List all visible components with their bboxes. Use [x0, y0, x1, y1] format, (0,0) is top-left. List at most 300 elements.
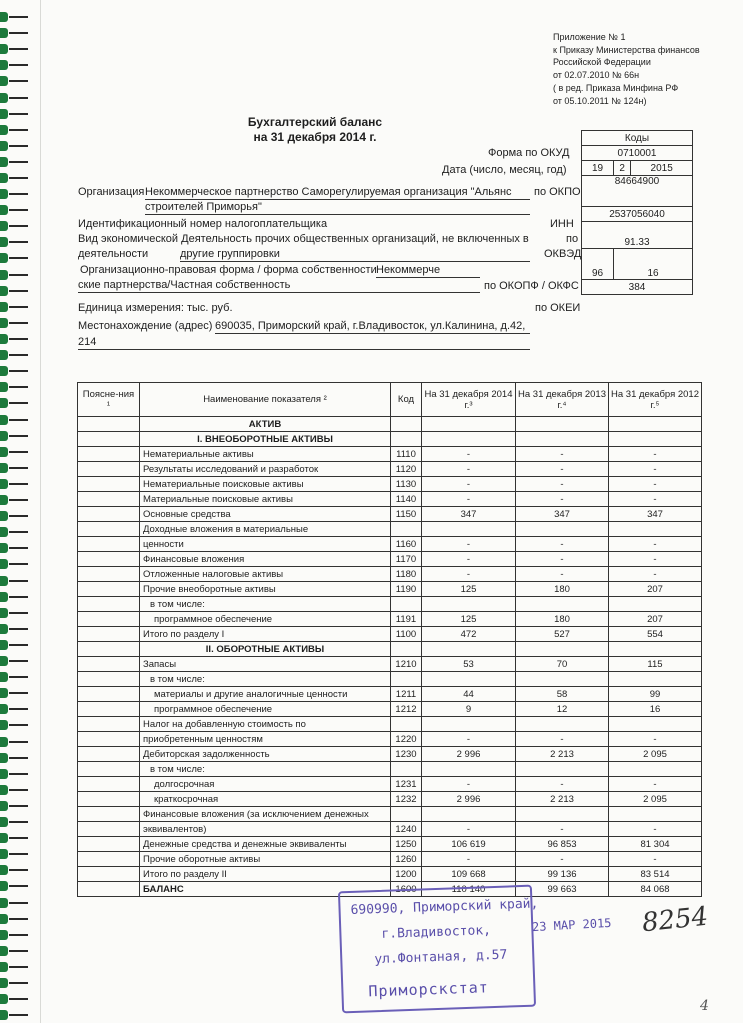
codes-header: Коды: [582, 131, 693, 146]
binding-ring: [0, 302, 28, 312]
address-line-2: 214: [78, 336, 530, 350]
value-2012: -: [609, 852, 702, 867]
codes-table: [581, 130, 693, 295]
okud-code: 0710001: [582, 146, 693, 161]
table-row: [78, 717, 702, 732]
indicator-name: Отложенные налоговые активы: [140, 567, 391, 582]
indicator-name: Итого по разделу II: [140, 867, 391, 882]
row-code: [391, 432, 422, 447]
value-2013: -: [516, 777, 609, 792]
note-cell: [78, 762, 140, 777]
row-code: 1120: [391, 462, 422, 477]
value-2014: -: [422, 822, 516, 837]
value-2012: 2 095: [609, 747, 702, 762]
binding-ring: [0, 946, 28, 956]
indicator-name: приобретенным ценностям: [140, 732, 391, 747]
binding-ring: [0, 415, 28, 425]
binding-ring: [0, 511, 28, 521]
binding-ring: [0, 173, 28, 183]
value-2013: -: [516, 552, 609, 567]
row-code: 1100: [391, 627, 422, 642]
form-okud-label: Форма по ОКУД: [488, 147, 570, 159]
value-2014: 347: [422, 507, 516, 522]
note-cell: [78, 672, 140, 687]
note-cell: [78, 522, 140, 537]
value-2013: -: [516, 462, 609, 477]
binding-ring: [0, 157, 28, 167]
value-2013: [516, 717, 609, 732]
table-row: [78, 687, 702, 702]
binding-ring: [0, 543, 28, 553]
note-cell: [78, 747, 140, 762]
binding-ring: [0, 962, 28, 972]
indicator-name: материалы и другие аналогичные ценности: [140, 687, 391, 702]
appendix-line-4: от 02.07.2010 № 66н: [553, 70, 640, 80]
note-cell: [78, 582, 140, 597]
value-2013: [516, 807, 609, 822]
binding-ring: [0, 656, 28, 666]
value-2014: [422, 597, 516, 612]
indicator-name: Итого по разделу I: [140, 627, 391, 642]
row-code: [391, 762, 422, 777]
header-code: Код: [391, 383, 422, 417]
table-row: [78, 522, 702, 537]
binding-ring: [0, 270, 28, 280]
value-2014: 2 996: [422, 747, 516, 762]
table-row: [78, 837, 702, 852]
document-title: Бухгалтерский баланс: [247, 115, 383, 129]
legal-form-label: Организационно-правовая форма / форма собственности: [80, 264, 377, 276]
row-code: 1220: [391, 732, 422, 747]
row-code: 1150: [391, 507, 422, 522]
note-cell: [78, 837, 140, 852]
binding-ring: [0, 221, 28, 231]
table-row: [78, 477, 702, 492]
header-2012: На 31 декабря 2012 г.⁵: [609, 383, 702, 417]
binding-ring: [0, 849, 28, 859]
note-cell: [78, 687, 140, 702]
value-2012: 207: [609, 582, 702, 597]
value-2013: 180: [516, 612, 609, 627]
indicator-name: АКТИВ: [140, 417, 391, 432]
table-row: [78, 537, 702, 552]
indicator-name: Финансовые вложения (за исключением денежных: [140, 807, 391, 822]
indicator-name: Основные средства: [140, 507, 391, 522]
value-2014: 110 140: [422, 882, 516, 897]
note-cell: [78, 807, 140, 822]
okved-code: 91.33: [582, 222, 693, 249]
value-2014: -: [422, 537, 516, 552]
value-2012: [609, 717, 702, 732]
value-2014: [422, 807, 516, 822]
binding-ring: [0, 366, 28, 376]
value-2012: -: [609, 567, 702, 582]
table-row: [78, 462, 702, 477]
table-row: [78, 552, 702, 567]
header-note: Поясне-ния ¹: [78, 383, 140, 417]
value-2012: 83 514: [609, 867, 702, 882]
binding-ring: [0, 60, 28, 70]
value-2014: [422, 672, 516, 687]
stamp-line-2: г.Владивосток,: [381, 923, 492, 942]
value-2014: -: [422, 462, 516, 477]
value-2012: -: [609, 477, 702, 492]
indicator-name: Прочие оборотные активы: [140, 852, 391, 867]
row-code: 1211: [391, 687, 422, 702]
row-code: 1130: [391, 477, 422, 492]
stamp-line-3: ул.Фонтаная, д.57: [374, 947, 508, 968]
value-2014: 44: [422, 687, 516, 702]
activity-line-1: Вид экономической Деятельность прочих общественных организаций, не включенных в: [78, 233, 529, 245]
value-2012: 554: [609, 627, 702, 642]
binding-ring: [0, 189, 28, 199]
binding-ring: [0, 865, 28, 875]
row-code: 1260: [391, 852, 422, 867]
binding-ring: [0, 237, 28, 247]
value-2012: [609, 417, 702, 432]
row-code: 1230: [391, 747, 422, 762]
indicator-name: эквивалентов): [140, 822, 391, 837]
value-2012: [609, 432, 702, 447]
value-2012: -: [609, 822, 702, 837]
org-name-line-2: строителей Приморья": [145, 201, 530, 215]
note-cell: [78, 867, 140, 882]
value-2013: 2 213: [516, 747, 609, 762]
note-cell: [78, 657, 140, 672]
value-2012: [609, 807, 702, 822]
value-2013: [516, 672, 609, 687]
table-row: [78, 597, 702, 612]
row-code: 1160: [391, 537, 422, 552]
org-label: Организация: [78, 186, 145, 198]
value-2012: [609, 597, 702, 612]
binding-ring: [0, 382, 28, 392]
binding-ring: [0, 109, 28, 119]
binding-ring: [0, 141, 28, 151]
value-2014: 2 996: [422, 792, 516, 807]
row-code: [391, 522, 422, 537]
binding-ring: [0, 431, 28, 441]
binding-ring: [0, 608, 28, 618]
binding-ring: [0, 125, 28, 135]
binding-ring: [0, 559, 28, 569]
value-2013: 99 663: [516, 882, 609, 897]
row-code: 1240: [391, 822, 422, 837]
value-2012: 16: [609, 702, 702, 717]
value-2012: 207: [609, 612, 702, 627]
indicator-name: Финансовые вложения: [140, 552, 391, 567]
activity-po-label: по: [566, 233, 579, 245]
value-2014: [422, 642, 516, 657]
value-2012: 84 068: [609, 882, 702, 897]
date-label: Дата (число, месяц, год): [442, 164, 567, 176]
value-2013: [516, 642, 609, 657]
header-2013: На 31 декабря 2013 г.⁴: [516, 383, 609, 417]
value-2013: -: [516, 852, 609, 867]
value-2014: 109 668: [422, 867, 516, 882]
binding-ring: [0, 253, 28, 263]
table-row: [78, 702, 702, 717]
okopf-code: 96: [582, 249, 614, 280]
row-code: [391, 417, 422, 432]
binding-ring: [0, 817, 28, 827]
indicator-name: Денежные средства и денежные эквиваленты: [140, 837, 391, 852]
indicator-name: II. ОБОРОТНЫЕ АКТИВЫ: [140, 642, 391, 657]
binding-ring: [0, 1010, 28, 1020]
balance-table: [77, 382, 702, 897]
table-row: [78, 582, 702, 597]
indicator-name: Налог на добавленную стоимость по: [140, 717, 391, 732]
legal-form-value-1: Некоммерче: [376, 264, 480, 278]
binding-ring: [0, 881, 28, 891]
table-row: [78, 612, 702, 627]
value-2014: -: [422, 447, 516, 462]
value-2014: 53: [422, 657, 516, 672]
table-row: [78, 762, 702, 777]
okpo-label: по ОКПО: [534, 186, 581, 198]
binding-ring: [0, 898, 28, 908]
row-code: 1191: [391, 612, 422, 627]
value-2012: 347: [609, 507, 702, 522]
value-2013: 12: [516, 702, 609, 717]
value-2013: 58: [516, 687, 609, 702]
table-row: [78, 657, 702, 672]
table-row: [78, 822, 702, 837]
value-2014: -: [422, 492, 516, 507]
value-2012: -: [609, 732, 702, 747]
value-2012: -: [609, 492, 702, 507]
value-2014: -: [422, 732, 516, 747]
value-2014: 125: [422, 612, 516, 627]
header-name: Наименование показателя ²: [140, 383, 391, 417]
binding-ring: [0, 640, 28, 650]
note-cell: [78, 432, 140, 447]
row-code: [391, 807, 422, 822]
okei-code: 384: [582, 280, 693, 295]
unit-label: Единица измерения: тыс. руб.: [78, 302, 233, 314]
value-2014: -: [422, 552, 516, 567]
note-cell: [78, 732, 140, 747]
value-2012: 99: [609, 687, 702, 702]
binding-ring: [0, 398, 28, 408]
table-row: [78, 807, 702, 822]
indicator-name: ценности: [140, 537, 391, 552]
binding-ring: [0, 801, 28, 811]
value-2014: -: [422, 852, 516, 867]
note-cell: [78, 822, 140, 837]
row-code: 1140: [391, 492, 422, 507]
value-2014: -: [422, 777, 516, 792]
binding-ring: [0, 994, 28, 1004]
row-code: 1210: [391, 657, 422, 672]
note-cell: [78, 792, 140, 807]
table-row: [78, 642, 702, 657]
value-2013: [516, 432, 609, 447]
indicator-name: программное обеспечение: [140, 612, 391, 627]
indicator-name: краткосрочная: [140, 792, 391, 807]
value-2013: 180: [516, 582, 609, 597]
value-2013: [516, 762, 609, 777]
binding-ring: [0, 914, 28, 924]
binding-ring: [0, 286, 28, 296]
value-2013: -: [516, 447, 609, 462]
note-cell: [78, 882, 140, 897]
address-label: Местонахождение (адрес): [78, 320, 213, 332]
indicator-name: программное обеспечение: [140, 702, 391, 717]
row-code: 1231: [391, 777, 422, 792]
note-cell: [78, 417, 140, 432]
address-line-1: 690035, Приморский край, г.Владивосток, ул.Калинина, д.42,: [215, 320, 530, 334]
value-2012: 81 304: [609, 837, 702, 852]
indicator-name: Доходные вложения в материальные: [140, 522, 391, 537]
okved-label: ОКВЭД: [544, 248, 582, 260]
indicator-name: Нематериальные активы: [140, 447, 391, 462]
value-2014: [422, 432, 516, 447]
activity-line-2b: другие группировки: [180, 248, 530, 262]
row-code: 1180: [391, 567, 422, 582]
row-code: 1600: [391, 882, 422, 897]
indicator-name: БАЛАНС: [140, 882, 391, 897]
table-row: [78, 432, 702, 447]
note-cell: [78, 702, 140, 717]
row-code: [391, 672, 422, 687]
value-2014: [422, 762, 516, 777]
binding-ring: [0, 833, 28, 843]
value-2013: 2 213: [516, 792, 609, 807]
value-2013: 96 853: [516, 837, 609, 852]
post-stamp: [338, 885, 539, 1014]
indicator-name: Запасы: [140, 657, 391, 672]
binding-ring: [0, 447, 28, 457]
binding-ring: [0, 93, 28, 103]
table-row: [78, 792, 702, 807]
table-row: [78, 777, 702, 792]
value-2013: -: [516, 492, 609, 507]
value-2012: 2 095: [609, 792, 702, 807]
value-2013: -: [516, 567, 609, 582]
table-row: [78, 507, 702, 522]
indicator-name: Дебиторская задолженность: [140, 747, 391, 762]
value-2014: 125: [422, 582, 516, 597]
indicator-name: в том числе:: [140, 762, 391, 777]
handwritten-number: 8254: [640, 901, 710, 939]
value-2013: [516, 522, 609, 537]
row-code: 1232: [391, 792, 422, 807]
value-2012: [609, 672, 702, 687]
legal-form-value-2: ские партнерства/Частная собственность: [78, 279, 480, 293]
value-2013: -: [516, 822, 609, 837]
page-number: 4: [700, 998, 709, 1014]
row-code: [391, 642, 422, 657]
table-row: [78, 867, 702, 882]
value-2012: [609, 762, 702, 777]
spiral-binding: [0, 0, 30, 1023]
binding-ring: [0, 672, 28, 682]
inn-short-label: ИНН: [550, 218, 574, 230]
note-cell: [78, 717, 140, 732]
note-cell: [78, 462, 140, 477]
binding-ring: [0, 737, 28, 747]
table-row: [78, 747, 702, 762]
row-code: 1212: [391, 702, 422, 717]
indicator-name: в том числе:: [140, 597, 391, 612]
note-cell: [78, 507, 140, 522]
binding-ring: [0, 704, 28, 714]
binding-ring: [0, 592, 28, 602]
indicator-name: Нематериальные поисковые активы: [140, 477, 391, 492]
table-row: [78, 672, 702, 687]
value-2012: -: [609, 552, 702, 567]
binding-ring: [0, 44, 28, 54]
header-2014: На 31 декабря 2014 г.³: [422, 383, 516, 417]
table-row: [78, 492, 702, 507]
note-cell: [78, 627, 140, 642]
org-name-line-1: Некоммерческое партнерство Саморегулируемая организация "Альянс: [145, 186, 530, 200]
date-year: 2015: [631, 161, 693, 176]
stamp-line-1: 690990, Приморский край,: [350, 896, 539, 918]
binding-ring: [0, 753, 28, 763]
note-cell: [78, 612, 140, 627]
table-row: [78, 447, 702, 462]
table-row: [78, 627, 702, 642]
row-code: 1170: [391, 552, 422, 567]
note-cell: [78, 552, 140, 567]
value-2013: 347: [516, 507, 609, 522]
value-2014: [422, 417, 516, 432]
row-code: [391, 597, 422, 612]
note-cell: [78, 597, 140, 612]
okfs-code: 16: [614, 249, 693, 280]
binding-ring: [0, 318, 28, 328]
table-row: [78, 852, 702, 867]
row-code: [391, 717, 422, 732]
value-2012: -: [609, 537, 702, 552]
value-2013: [516, 417, 609, 432]
page-edge-line: [40, 0, 41, 1023]
value-2014: 472: [422, 627, 516, 642]
indicator-name: в том числе:: [140, 672, 391, 687]
row-code: 1250: [391, 837, 422, 852]
table-row: [78, 732, 702, 747]
value-2013: [516, 597, 609, 612]
indicator-name: I. ВНЕОБОРОТНЫЕ АКТИВЫ: [140, 432, 391, 447]
binding-ring: [0, 12, 28, 22]
binding-ring: [0, 463, 28, 473]
value-2012: [609, 522, 702, 537]
note-cell: [78, 642, 140, 657]
inn-label: Идентификационный номер налогоплательщика: [78, 218, 328, 230]
indicator-name: Материальные поисковые активы: [140, 492, 391, 507]
note-cell: [78, 537, 140, 552]
stamp-date: 23 МАР 2015: [531, 915, 612, 935]
value-2012: [609, 642, 702, 657]
binding-ring: [0, 624, 28, 634]
appendix-line-6: от 05.10.2011 № 124н): [553, 96, 647, 106]
indicator-name: Прочие внеоборотные активы: [140, 582, 391, 597]
value-2014: -: [422, 477, 516, 492]
note-cell: [78, 477, 140, 492]
okopf-label: по ОКОПФ / ОКФС: [484, 280, 579, 292]
value-2014: [422, 522, 516, 537]
binding-ring: [0, 479, 28, 489]
binding-ring: [0, 978, 28, 988]
note-cell: [78, 492, 140, 507]
note-cell: [78, 447, 140, 462]
value-2013: -: [516, 732, 609, 747]
binding-ring: [0, 350, 28, 360]
activity-line-2a: деятельности: [78, 248, 149, 260]
value-2014: [422, 717, 516, 732]
